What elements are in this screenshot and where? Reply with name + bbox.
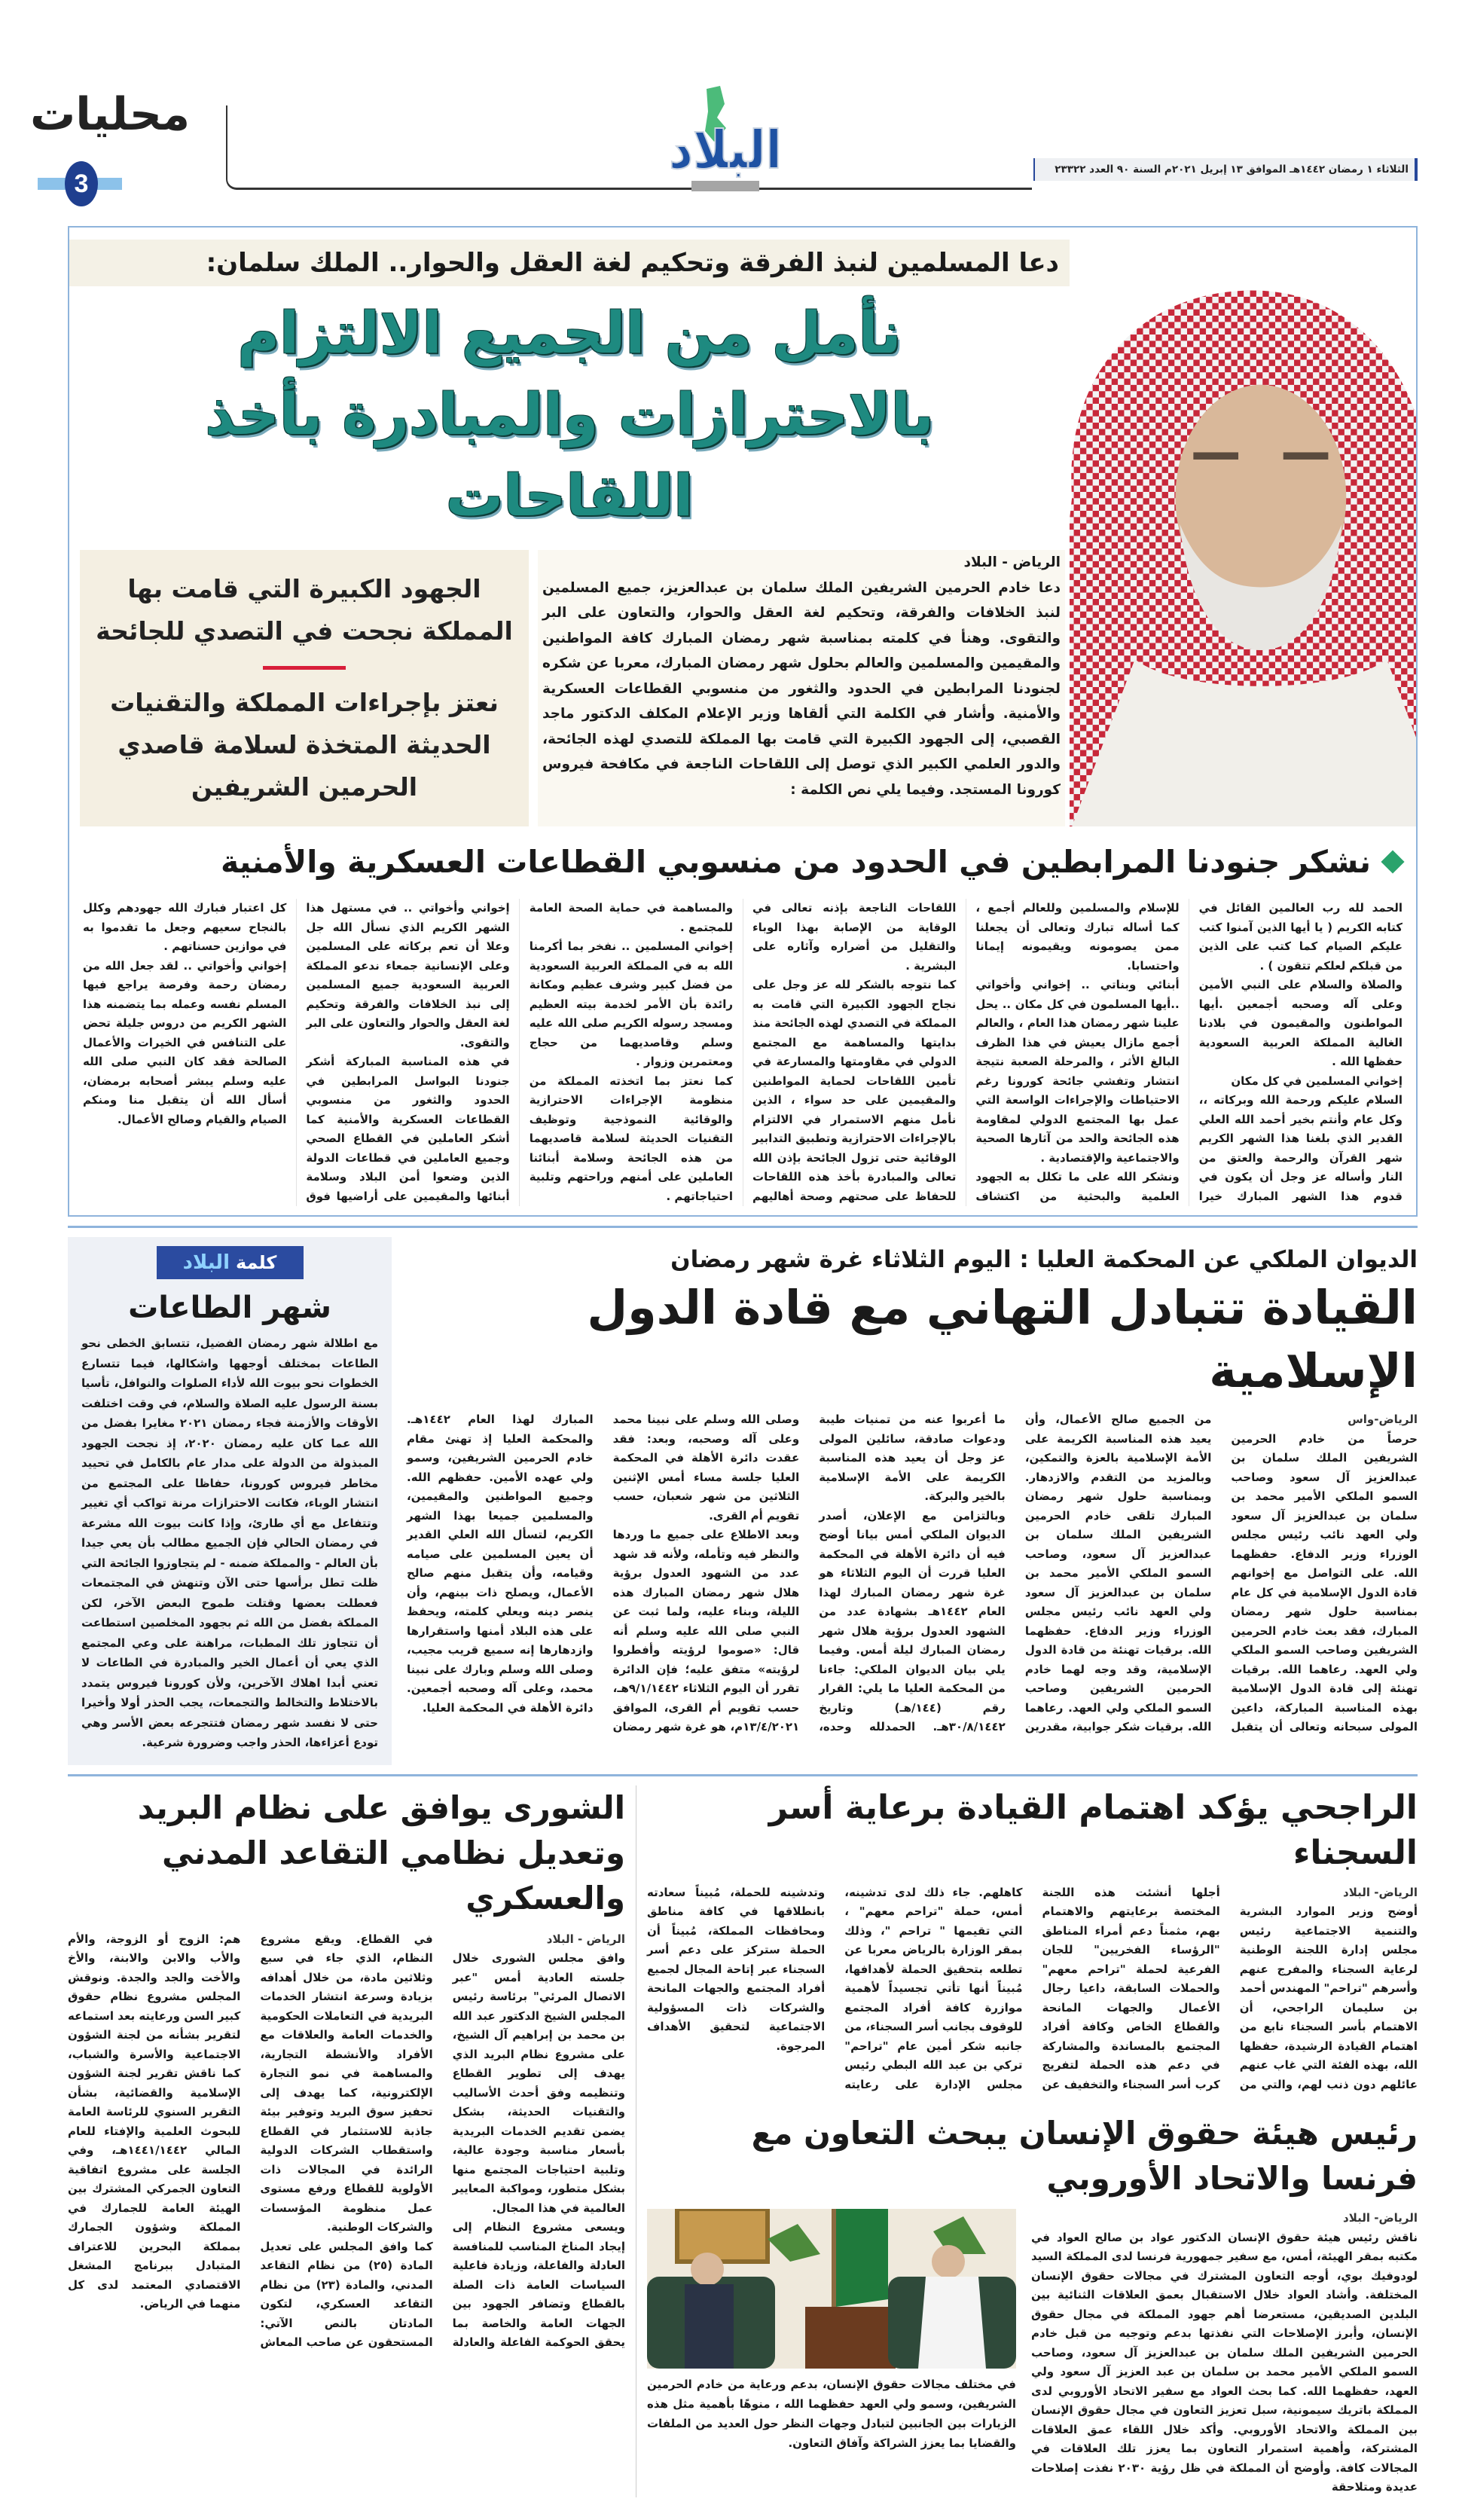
story2-dateline: الرياض-واس [1348, 1413, 1418, 1426]
paragraph: وبالتزامن مع الإعلان، أصدر الديوان الملكي أمس بيانا أوضح فيه أن دائرة الأهلة في المحكمة العليا قررت أن اليوم الثلاثاء هو غرة شهر رمضان المبارك لهذا العام ١٤٤٢هـ بشهادة عدد من الشهود العدول برؤية هلال شهر رمضان المبارك ليلة أمس. وفيما يلي بيان الديوان الملكي: جاءنا من المحكمة العليا ما يلي: القرار رقم (١٤٤/هـ) وتاريخ ٣٠/٨/١٤٤٢هـ. الحمدلله وحده، وصلى الله وسلم على نبينا محمد وعلى آله وصحبه، وبعد: فقد عقدت دائرة الأهلة في المحكمة العليا جلسة مساء أمس الإثنين الثلاثين من شهر شعبان، حسب تقويم أم القرى. [612, 1413, 1006, 1733]
story5-headline: رئيس هيئة حقوق الإنسان يبحث التعاون مع فرنسا والاتحاد الأوروبي [751, 2115, 1418, 2197]
lead-dateline: الرياض - البلاد [963, 554, 1061, 570]
section-divider [68, 1226, 1418, 1228]
story4 [68, 1785, 625, 2497]
story3-dateline: الرياض- البلاد [1343, 1885, 1418, 1899]
editorial-badge-logo: البلاد [182, 1251, 230, 1274]
editorial-text: مع اطلالة شهر رمضان الفضيل، تتسابق الخطى نحو الطاعات بمختلف أوجهها واشكالها، فيما تتسارع الخطوات نحو بيوت الله لأداء الصلوات والنوافل، تأسيا بسنة الرسول عليه الصلاة والسلام، في وقت اختلفت الأوقات والأزمنة فجاء رمضان ٢٠٢١ مغايرا بفضل من الله عما كان عليه رمضان ٢٠٢٠، إذ نجحت الجهود المبذولة من الدولة على مدار عام بالكامل في تحييد مخاطر فيروس كورونا، حفاظا على المجتمع من انتشار الوباء، فكانت الاحترازات مرنة تواكب أي تغيير وتتفاعل مع أي طارئ، وإذا كانت بيوت الله مشرعة في رمضان الحالي فإن الجميع مطالب بأن يعي جيدا بأن العالم - والمملكة ضمنه - لم يتجاوزوا الجائحة التي ظلت تطل برأسها حتى الآن وتنهش في المجتمعات فعطلت بعضها وقتلت طموح البعض الآخر، لكن المملكة بفضل من الله ثم بجهود المخلصين استطاعت أن تتجاوز تلك المطبات، مراهنة على وعي المجتمع الذي يعي أن أعمال الخير والمبادرة في الطاعات لا تعني أبدا اهلاك الآخرين، ولأن كورونا فيروس يتمدد بالاختلاط والتخالط والتجمعات، يجب الحذر أولا وأخيرا حتى لا نفسد شهر رمضان فتتجرعه بعض الأسر وهي تودع أعزاءها، الحذر واجب وضرورة شرعية. [81, 1336, 378, 1749]
story5-body [1031, 2209, 1418, 2497]
lead-body [69, 891, 1416, 1206]
paragraph: حرصاً من خادم الحرمين الشريفين الملك سلمان بن عبدالعزيز آل سعود وصاحب السمو الملكي الأمير محمد بن سلمان بن عبدالعزيز آل سعود ولي العهد نائب رئيس مجلس الوزراء وزير الدفاع. حفظهما الله. على التواصل مع إخوانهم قادة الدول الإسلامية في كل عام بمناسبة حلول شهر رمضان المبارك، فقد بعث خادم الحرمين الشريفين وصاحب السمو الملكي ولي العهد. رعاهما الله. برقيات تهنئة إلى قادة الدول الإسلامية بهذه المناسبة المباركة، داعين المولى سبحانه وتعالى أن يتقبل من الجميع صالح الأعمال، وأن يعيد هذه المناسبة الكريمة على الأمة الإسلامية بالعزة والتمكين، وبالمزيد من التقدم والازدهار. وبمناسبة حلول شهر رمضان المبارك تلقى خادم الحرمين الشريفين الملك سلمان بن عبدالعزيز آل سعود، وصاحب السمو الملكي الأمير محمد بن سلمان بن عبدالعزيز آل سعود ولي العهد نائب رئيس مجلس الوزراء وزير الدفاع. حفظهما الله. برقيات تهنئة من قادة الدول الإسلامية، وقد وجه لهما خادم الحرمين الشريفين وصاحب السمو الملكي ولي العهد. رعاهما الله. برقيات شكر جوابية، مقدرين ما أعربوا عنه من تمنيات طيبة ودعوات صادقة، سائلين المولى عز وجل أن يعيد هذه المناسبة الكريمة على الأمة الإسلامية بالخير والبركة. [819, 1413, 1418, 1733]
story2 [407, 1237, 1418, 1765]
pull-quote-divider [263, 666, 346, 670]
pull-quote-1: الجهود الكبيرة التي قامت بها المملكة نجحت في التصدي للجائحة [96, 574, 513, 646]
section-royal-court [68, 1237, 1418, 1765]
story5-photo-column [647, 2209, 1016, 2497]
paragraph: ونشكر الله على ما تكلل به الجهود العلمية والبحثية من اكتشاف اللقاحات الناجعة بإذنه تعالى في الوقاية من الإصابة بهذا الوباء والتقليل من أضراره وآثاره على البشرية . [752, 901, 1180, 1203]
story5-dateline: الرياض- البلاد [1343, 2211, 1418, 2225]
svg-text:البلاد: البلاد [669, 119, 782, 181]
editorial-badge [157, 1246, 304, 1279]
photo-caption: في مختلف مجالات حقوق الإنسان، بدعم ورعاية من خادم الحرمين الشريفين، وسمو ولي العهد حفظهما الله ، منوهًا بأهمية مثل هذه الزيارات بين الجانبين لتبادل وجهات النظر حول العديد من الملفات والقضايا بما يعزز الشراكة وآفاق التعاون. [647, 2378, 1016, 2450]
paragraph: ناقش رئيس هيئة حقوق الإنسان الدكتور عواد بن صالح العواد في مكتبه بمقر الهيئة، أمس، مع سفير جمهورية فرنسا لدى المملكة السيد لودوفيك بوي، أوجه التعاون المشترك في مجالات حقوق الإنسان المختلفة. وأشاد العواد خلال الاستقبال بعمق العلاقات الثنائية بين البلدين الصديقين، مستعرضا أهم جهود المملكة في مجال حقوق الإنسان، وأبرز الإصلاحات التي نفذتها بدعم وتوجيه من قبل خادم الحرمين الشريفين الملك سلمان بن عبدالعزيز آل سعود، وصاحب السمو الملكي الأمير محمد بن سلمان بن عبد العزيز آل سعود ولي العهد، حفظهما الله. كما بحث العواد مع سفير الاتحاد الأوروبي لدى المملكة باتريك سيمونية، سبل تعزيز التعاون في مجال حقوق الإنسان بين المملكة والاتحاد الأوروبي. وأكد خلال اللقاء عمق العلاقات المشتركة، وأهمية استمرار التعاون بما يعزز تلك العلاقات في المجالات كافة. وأوضح أن المملكة في ظل رؤية ٢٠٣٠ نفذت إصلاحات عديدة ومتلاحقة [1031, 2230, 1418, 2494]
lead-intro-row [69, 542, 1070, 826]
paragraph: وافق مجلس الشورى خلال جلسته العادية أمس "عبر الاتصال المرئي" برئاسة رئيس المجلس الشيخ الدكتور عبد الله بن محمد بن إبراهيم آل الشيخ، على مشروع نظام البريد الذي يهدف إلى تطوير القطاع وتنظيمه وفق أحدث الأساليب والتقنيات الحديثة، بشكل يضمن تقديم الخدمات البريدية بأسعار مناسبة وجودة عالية، وتلبية احتياجات المجتمع منها بشكل متطور، ومواكبة المعايير العالمية في هذا المجال. [452, 1951, 625, 2215]
editorial-sidebar [68, 1237, 392, 1765]
story5-row [647, 2209, 1418, 2497]
lead-subhead: نشكر جنودنا المرابطين في الحدود من منسوبي القطاعات العسكرية والأمنية [220, 844, 1371, 880]
masthead-rule [226, 105, 1032, 190]
editorial-badge-label: كلمة [235, 1252, 277, 1273]
newspaper-logo [661, 81, 789, 194]
lead-intro [538, 550, 1065, 826]
bottom-right-stories [647, 1785, 1418, 2497]
story4-body [68, 1921, 625, 2353]
lead-text-area [69, 228, 1070, 826]
meeting-photo [647, 2209, 1016, 2369]
diamond-bullet-icon [1381, 850, 1404, 873]
pull-quote-2: نعتز بإجراءات المملكة والتقنيات الحديثة المتخذة لسلامة قاصدي الحرمين الشريفين [110, 688, 499, 802]
issue-date-bar: الثلاثاء ١ رمضان ١٤٤٢هـ الموافق ١٣ إبريل ٢٠٢١م السنة ٩٠ العدد ٢٣٣٢٢ [1033, 158, 1418, 181]
lead-headline: نأمل من الجميع الالتزام بالاحترازات والمبادرة بأخذ اللقاحات [205, 299, 934, 529]
paragraph: والصلاة والسلام على النبي الأمين وعلى آله وصحبه أجمعين .أيها المواطنون والمقيمون في بلادنا الغالية المملكة العربية السعودية حفظها الله . [1198, 978, 1403, 1068]
paragraph: إخواني المسلمين .. نفخر بما أكرمنا الله به في المملكة العربية السعودية من فضل كبير وشرف عظيم ومكانة رائدة بأن الأمر لخدمة بيته العظيم ومسجد رسوله الكريم صلى الله عليه وسلم وقاصديهما من حجاج ومعتمرين وزوار . [529, 939, 734, 1068]
section-title: محليات [30, 88, 191, 141]
king-photo [1070, 228, 1416, 826]
paragraph: إخواني وأخواتي .. في مستهل هذا الشهر الكريم الذي نسأل الله جل وعلا أن تعم بركاته على المسلمين وعلى الإنسانية جمعاء ندعو المملكة العربية السعودية جميع المسلمين إلى نبذ الخلافات والفرقة وتحكيم لغة العقل والحوار والتعاون على البر والتقوى. [306, 901, 510, 1049]
paragraph: أوضح وزير الموارد البشرية والتنمية الاجتماعية رئيس مجلس إدارة اللجنة الوطنية لرعاية السجناء والمفرج عنهم وأسرهم "تراحم" المهندس أحمد بن سليمان الراجحي، أن الاهتمام بأسر السجناء نابع من اهتمام القيادة الرشيدة، حفظها الله، بهذه الفئة التي غاب عنهم عائلهم دون ذنب لهم، والتي من أجلها أنشئت هذه اللجنة المختصة برعايتهم والاهتمام بهم، مثمناً دعم أمراء المناطق "الرؤساء الفخريين" للجان الفرعية لحملة "تراحم معهم" والحملات السابقة، داعيا رجال الأعمال والجهات المانحة والقطاع الخاص وكافة أفراد المجتمع بالمساندة والمشاركة في دعم هذه الحملة لتفريج كرب أسر السجناء والتخفيف عن كاهلهم. جاء ذلك لدى تدشينه، أمس، حملة "تراحم معهم" ، التي تقيمها " تراحم "، وذلك بمقر الوزارة بالرياض معربا عن تطلعه بتحقيق الحملة لأهدافها، مُبيناً أنها تأتي تجسيداً لأهمية موازرة كافة أفراد المجتمع للوقوف بجانب أسر السجناء، من جانبه شكر أمين عام "تراحم" تركي بن عبد الله البطي رئيس مجلس الإدارة على رعايته وتدشينه للحملة، مُبيناً سعادته بانطلاقها في كافة مناطق ومحافظات المملكة، مُبيناً أن الحملة ستركز على دعم أسر السجناء عبر إتاحة المجال لجميع أفراد المجتمع والجهات المانحة والشركات ذات المسؤولية الاجتماعية لتحقيق الأهداف المرجوة. [647, 1885, 1418, 2091]
section-bottom [68, 1785, 1418, 2497]
lead-kicker: دعا المسلمين لنبذ الفرقة وتحكيم لغة العقل والحوار.. الملك سلمان: [69, 240, 1070, 286]
paragraph: وبعد الاطلاع على جميع ما وردها والنظر فيه وتأمله، ولأنه قد شهد عدد من الشهود العدول برؤية هلال شهر رمضان المبارك هذه الليلة، وبناء عليه، ولما ثبت عن النبي صلى الله عليه وسلم أنه قال: «صوموا لرؤيته وأفطروا لرؤيته» متفق عليه؛ فإن الدائرة تقرر أن اليوم الثلاثاء ٩/١/١٤٤٢هـ، حسب تقويم أم القرى، الموافق ١٣/٤/٢٠٢١م، هو غرة شهر رمضان المبارك لهذا العام ١٤٤٢هـ. والمحكمة العليا إذ تهنئ مقام خادم الحرمين الشريفين، وسمو ولي عهده الأمين. حفظهم الله. وجميع المواطنين والمقيمين، والمسلمين جميعا بهذا الشهر الكريم، لتسأل الله العلي القدير أن يعين المسلمين على صيامه وقيامه، وأن يتقبل منهم صالح الأعمال، ويصلح ذات بينهم، وأن ينصر دينه ويعلي كلمته، ويحفظ على هذه البلاد أمنها واستقرارها وازدهارها إنه سميع قريب مجيب، وصلى الله وسلم وبارك على نبينا محمد، وعلى آله وصحبه أجمعين. دائرة الأهلة في المحكمة العليا. [407, 1413, 800, 1733]
story2-kicker: الديوان الملكي عن المحكمة العليا : اليوم الثلاثاء غرة شهر رمضان [670, 1246, 1418, 1273]
paragraph: كما وافق المجلس على تعديل المادة (٢٥) من نظام التقاعد المدني، والمادة (٢٣) من نظام التقاعد العسكري، لتكون المادتان بالنص الآتي: المستحقون عن صاحب المعاش هم: الزوج أو الزوجة، والأم والأب والابن والابنة، والأخ والأخت والجد والجدة. ونوقش المجلس مشروع نظام حقوق كبير السن ورعايته بعد استماعه لتقرير بشأنه من لجنة الشؤون الاجتماعية والأسرة والشباب، كما ناقش تقرير لجنة الشؤون الإسلامية والقضائية، بشأن التقرير السنوي للرئاسة العامة للبحوث العلمية والإفتاء للعام المالي ١٤٤١/١٤٤٢هـ، وفي الجلسة على مشروع اتفاقية التعاون الجمركي المشترك بين الهيئة العامة للجمارك في المملكة وشؤون الجمارك بمملكة البحرين للاعتراف المتبادل ببرنامج المشغل الاقتصادي المعتمد لدى كل منهما في الرياض. [68, 1932, 433, 2349]
paragraph: الحمد لله رب العالمين القائل في كتابه الكريم ( يا أيها الذين آمنوا كتب عليكم الصيام كما كتب على الذين من قبلكم لعلكم تتقون ) . [1198, 901, 1403, 973]
paragraph: إخواني المسلمين في كل مكان [1231, 1074, 1403, 1088]
pull-quote-box [80, 550, 529, 826]
paragraph: السلام عليكم ورحمة الله وبركاته ،، وكل عام وأنتم بخير أحمد الله العلي القدير الذي بلغنا هذا الشهر الكريم شهر القرآن والرحمة والعتق من النار وأساله عز وجل أن يكون في قدوم هذا الشهر المبارك خيرا للإسلام والمسلمين وللعالم أجمع ، كما أساله تبارك وتعالى أن يجعلنا ممن يصومونه ويقيمونه إيمانا واحتسابا. [975, 901, 1403, 1203]
paragraph: في هذه المناسبة المباركة أشكر جنودنا البواسل المرابطين في الحدود والثغور من منسوبي القطاعات العسكرية والأمنية كما أشكر العاملين في القطاع الصحي وجميع العاملين في قطاعات الدولة الذين وضعوا أمن البلاد وسلامة أبنائها والمقيمين على أراضيها فوق كل اعتبار فبارك الله جهودهم وكلل بالنجاح سعيهم وجعل ما تقدموا به في موازين حسناتهم . [83, 901, 510, 1203]
story3-headline: الراجحي يؤكد اهتمام القيادة برعاية أسر السجناء [768, 1788, 1418, 1872]
section-divider [68, 1774, 1418, 1776]
lead-top [69, 228, 1416, 826]
paragraph: إخواني وأخواتي .. لقد جعل الله من رمضان رحمة وفرصة يراجع فيها المسلم نفسه وعمله بما يتضمنه هذا الشهر الكريم من دروس جليلة تحض على التنافس في الخيرات والأعمال الصالحة فقد كان النبي صلى الله عليه وسلم يبشر أصحابه برمضان، أسأل الله أن يتقبل منا ومنكم الصيام والقيام وصالح الأعمال. [83, 958, 287, 1126]
story3-body [647, 1876, 1418, 2095]
story4-headline: الشورى يوافق على نظام البريد وتعديل نظامي التقاعد المدني والعسكري [137, 1788, 625, 1917]
paragraph: كما نتوجه بالشكر لله عز وجل على نجاح الجهود الكبيرة التي قامت به المملكة في التصدي لهذه الجائحة منذ بدايتها والمساهمة مع المجتمع الدولي في مقاومتها والمسارعة في تأمين اللقاحات لحماية المواطنين والمقيمين على حد سواء ، الذين نأمل منهم الاستمرار في الالتزام بالإجراءات الاحترازية وتطبيق التدابير الوقائية حتى تزول الجائحة بإذن الله تعالى والمبادرة بأخذ هذه اللقاحات للحفاظ على صحتهم وصحة أهاليهم والمساهمة في حماية الصحة العامة للمجتمع . [529, 901, 957, 1203]
story2-headline: القيادة تتبادل التهاني مع قادة الدول الإسلامية [587, 1280, 1418, 1398]
editorial-title: شهر الطاعات [128, 1291, 331, 1325]
paragraph: أبنائي وبناتي .. إخواني وأخواتي ..أيها المسلمون في كل مكان .. يحل علينا شهر رمضان هذا العام ، والعالم أجمع مازال يعيش في هذا الظرف البالغ الأثر ، والمرحلة الصعبة نتيجة انتشار وتفشي جائحة كورونا رغم الاحتياطات والإجراءات الواسعة التي عمل بها المجتمع الدولي لمقاومة هذه الجائحة والحد من آثارها الصحية والاجتماعية والإقتصادية . [975, 978, 1180, 1165]
paragraph: ويسعى مشروع النظام إلى إيجاد المناخ المناسب للمنافسة العادلة والفاعلة، وزيادة فاعلية السياسات العامة ذات الصلة بالقطاع وتضافر الجهود بين الجهات العامة والخاصة بما يحقق الحوكمة الفاعلة والعادلة في القطاع. ويقع مشروع النظام، الذي جاء في سبع وثلاثين مادة، من خلال أهدافه بزيادة وسرعة انتشار الخدمات البريدية في التعاملات الحكومية والخدمات العامة والعلاقات مع الأفراد والأنشطة التجارية، والمساهمة في نمو التجارة الإلكترونية، كما يهدف إلى تحفيز سوق البريد وتوفير بيئة جاذبة للاستثمار في القطاع واستقطاب الشركات الدولية الرائدة في المجالات ذات الأولوية للقطاع ورفع مستوى عمل منظومة المؤسسات والشركات الوطنية. [260, 1932, 625, 2349]
story4-dateline: الرياض - البلاد [546, 1932, 625, 1946]
lead-subhead-row [69, 826, 1416, 891]
lead-story-frame [68, 226, 1418, 1217]
story2-body [407, 1403, 1418, 1737]
page-number-badge: 3 [65, 161, 98, 206]
paragraph: كما نعتز بما اتخذته المملكة من منظومة الإجراءات الاحترازية والوقائية النموذجية وتوظيف التقنيات الحديثة لسلامة قاصديهما من هذه الجائحة وسلامة أبنائنا العاملين على أمنهم وراحتهم وتلبية احتياجاتهم . [529, 1074, 734, 1203]
lead-intro-text: دعا خادم الحرمين الشريفين الملك سلمان بن عبدالعزيز، جميع المسلمين لنبذ الخلافات والفرقة، وتحكيم لغة العقل والحوار، والتعاون على البر والتقوى. وهنأ في كلمته بمناسبة شهر رمضان المبارك كافة المواطنين والمقيمين والمسلمين والعالم بحلول شهر رمضان المبارك، معربا عن شكره لجنودنا المرابطين في الحدود والثغور من منسوبي القطاعات العسكرية والأمنية. وأشار في الكلمة التي ألقاها وزير الإعلام المكلف الدكتور ماجد القصبي، إلى الجهود الكبيرة التي قامت بها المملكة للتصدي لهذه الجائحة، والدور العلمي الكبير الذي توصل إلى اللقاحات الناجعة في مكافحة فيروس كورونا المستجد. وفيما يلي نص الكلمة : [542, 579, 1061, 798]
